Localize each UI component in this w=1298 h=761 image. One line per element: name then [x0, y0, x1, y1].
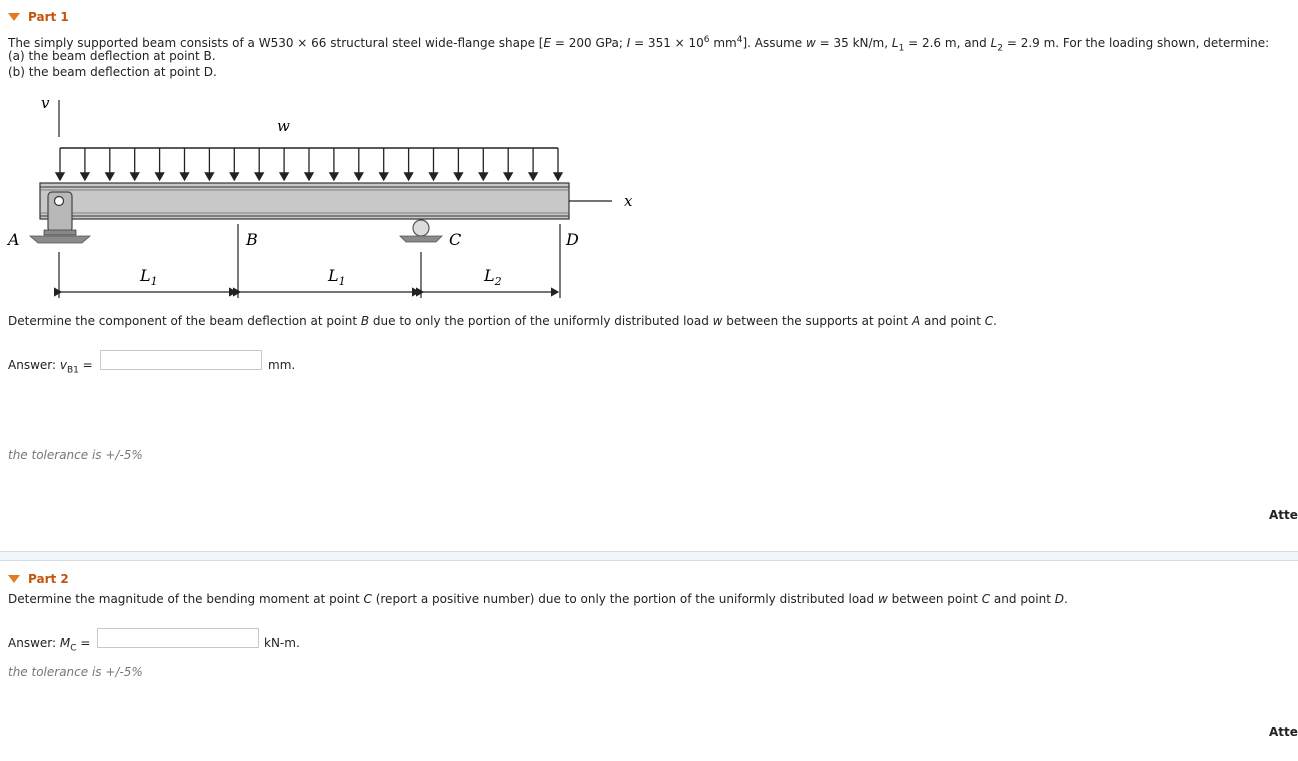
collapse-triangle-icon[interactable] [8, 13, 20, 21]
beam-body [40, 183, 569, 219]
part2-title: Part 2 [28, 572, 69, 586]
point-D-label: D [566, 230, 579, 249]
span-label-L1-first: $L_1$ [140, 266, 158, 288]
part2-header[interactable] [8, 572, 69, 586]
point-C-label: C [449, 230, 462, 249]
x-label: x [624, 192, 633, 210]
part2-attempts-link[interactable]: Atte [1269, 725, 1298, 739]
part2-unit: kN-m. [264, 636, 300, 650]
point-A-label: A [8, 230, 20, 249]
problem-item-b: (b) the beam deflection at point D. [8, 65, 217, 79]
beam-diagram [0, 88, 660, 303]
part2-tolerance: the tolerance is +/-5% [8, 665, 143, 679]
part1-header[interactable] [8, 10, 69, 24]
part-separator [0, 551, 1298, 561]
span-label-L2: $L_2$ [484, 266, 502, 288]
problem-item-a: (a) the beam deflection at point B. [8, 49, 216, 63]
point-B-label: B [246, 230, 258, 249]
span-label-L1-second: $L_1$ [328, 266, 346, 288]
v-label: v [41, 94, 50, 112]
roller-support-C [400, 220, 442, 242]
part1-answer-label: Answer: $v_{B1}$ = [8, 358, 93, 376]
part2-question: Determine the magnitude of the bending moment at point C (report a positive number) due to only the portion of the uniformly distributed load w between point C and point D. [8, 592, 1068, 606]
part1-attempts-link[interactable]: Atte [1269, 508, 1298, 522]
part1-tolerance: the tolerance is +/-5% [8, 448, 143, 462]
distributed-load-arrows [60, 148, 558, 180]
part2-answer-input[interactable] [97, 628, 259, 648]
part1-question: Determine the component of the beam deflection at point B due to only the portion of the uniformly distributed load w between the supports at point A and point C. [8, 314, 997, 328]
part2-answer-label: Answer: $M_C$ = [8, 636, 91, 654]
part1-unit: mm. [268, 358, 296, 372]
problem-statement: The simply supported beam consists of a W530 × 66 structural steel wide-flange shape [E = 200 GPa; $I = 351 \times 10^6$ $mm^4$]. Assume w = 35 kN/m, $L_1 = 2.6$ m, and $L_2 = 2.9$ m. For the loading shown, determine: [8, 35, 1270, 54]
part1-answer-input[interactable] [100, 350, 262, 370]
part1-title: Part 1 [28, 10, 69, 24]
w-label: w [277, 117, 290, 135]
collapse-triangle-icon[interactable] [8, 575, 20, 583]
